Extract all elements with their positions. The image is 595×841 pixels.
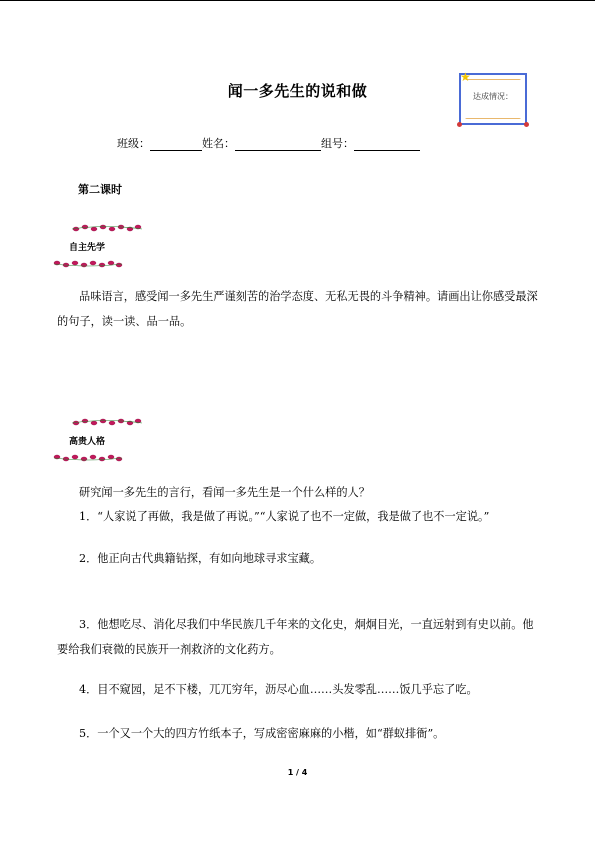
noble-item: 5．一个又一个大的四方竹纸本子，写成密密麻麻的小楷，如“群蚁排衙”。 <box>79 727 445 740</box>
badge-dot-icon <box>457 122 462 127</box>
star-icon: ★ <box>460 70 471 84</box>
top-rule <box>0 0 595 1</box>
badge-label: 达成情况： <box>465 80 521 118</box>
section-banner-noble <box>52 414 148 470</box>
class-label: 班级： <box>117 137 150 150</box>
noble-item: 1．“人家说了再做，我是做了再说。”“人家说了也不一定做，我是做了也不一定说。” <box>79 510 490 523</box>
self-study-instruction: 品味语言，感受闻一多先生严谨刻苦的治学态度、无私无畏的斗争精神。请画出让你感受最深的句子，读一读、品一品。 <box>57 290 538 328</box>
badge-dot-icon <box>524 122 529 127</box>
page-number: 1 / 4 <box>287 768 308 777</box>
name-label: 姓名： <box>202 137 235 150</box>
page-title: 闻一多先生的说和做 <box>227 82 368 100</box>
class-blank[interactable] <box>150 138 202 151</box>
section-banner-self-study <box>52 220 148 276</box>
noble-intro: 研究闻一多先生的言行，看闻一多先生是一个什么样的人？ <box>79 486 370 499</box>
name-blank[interactable] <box>235 138 321 151</box>
section-label-self-study: 自主先学 <box>69 243 106 253</box>
student-info-row <box>117 135 420 151</box>
noble-item: 4．目不窥园，足不下楼，兀兀穷年，沥尽心血……头发零乱……饭几乎忘了吃。 <box>79 683 478 696</box>
group-blank[interactable] <box>354 138 420 151</box>
achievement-badge <box>459 70 527 125</box>
section-label-noble: 高贵人格 <box>69 437 106 447</box>
group-label: 组号： <box>321 137 354 150</box>
lesson-heading: 第二课时 <box>78 183 122 196</box>
noble-item: 2．他正向古代典籍钻探，有如向地球寻求宝藏。 <box>79 552 322 565</box>
noble-item: 3．他想吃尽、消化尽我们中华民族几千年来的文化史，炯炯目光，一直远射到有史以前。他要给我们衰微的民族开一剂救济的文化药方。 <box>57 618 534 656</box>
